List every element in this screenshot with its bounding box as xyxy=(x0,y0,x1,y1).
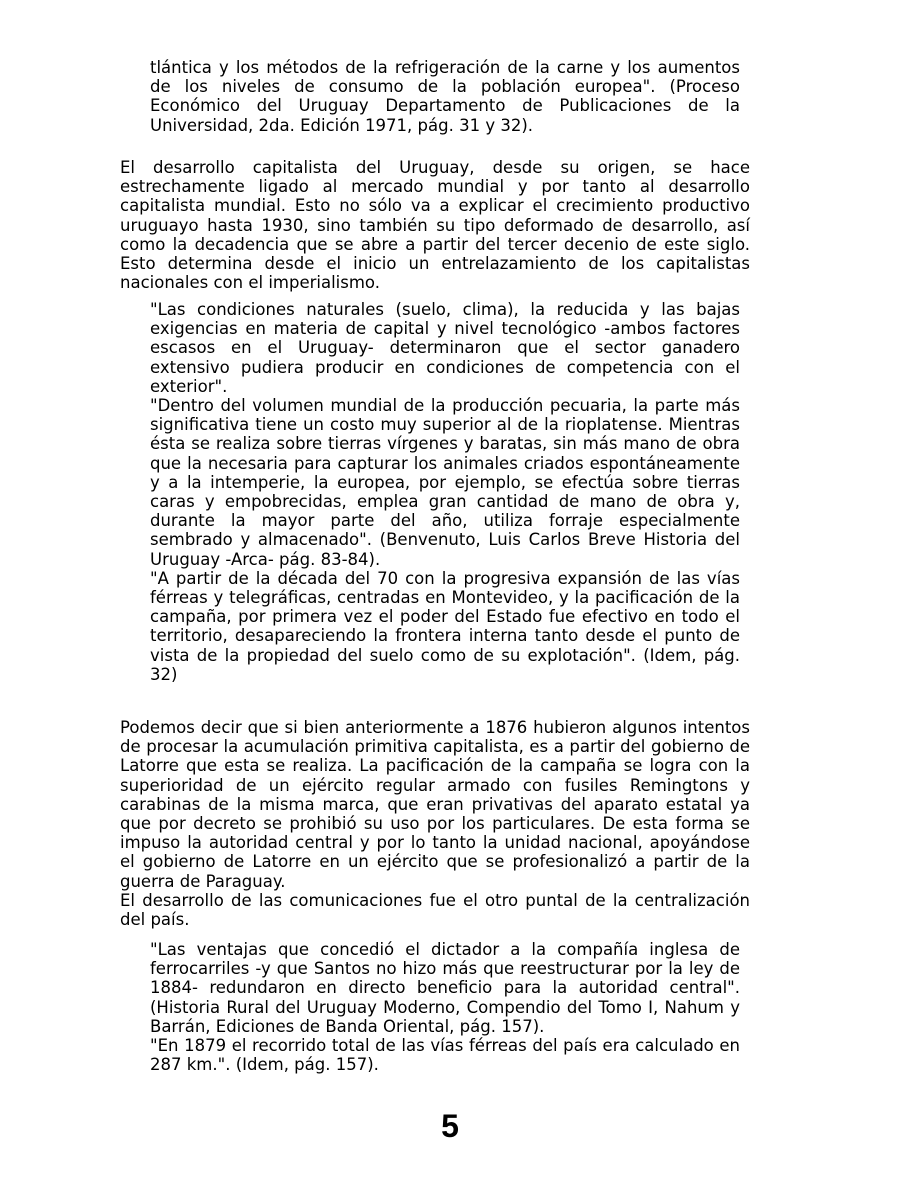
quote-continuation-block xyxy=(150,58,740,135)
quotation-block-2 xyxy=(150,940,740,1074)
body-text-block-2 xyxy=(120,718,750,929)
quotation-block-1 xyxy=(150,300,740,684)
page-number: 5 xyxy=(441,1108,459,1144)
body-text-block-1 xyxy=(120,158,750,292)
quote-natural-conditions: "Las condiciones naturales (suelo, clima), la reducida y las bajas exigencias en materia de capital y nivel tecnológico -ambos factores escasos en el Uruguay- determinaron que el sector ganadero extensivo pudiera producir en condiciones de competencia con el exterior". xyxy=(150,300,740,396)
quote-railway-company: "Las ventajas que concedió el dictador a la compañía inglesa de ferrocarriles -y que Santos no hizo más que reestructurar por la ley de 1884- redundaron en directo beneficio para la autoridad central". (Historia Rural del Uruguay Moderno, Compendio del Tomo I, Nahum y Barrán, Ediciones de Banda Oriental, pág. 157). xyxy=(150,940,740,1036)
body-paragraph-communications: El desarrollo de las comunicaciones fue el otro puntal de la centralización del país. xyxy=(120,890,750,930)
quote-continuation-paragraph: tlántica y los métodos de la refrigeración de la carne y los aumentos de los niveles de consumo de la población europea". (Proceso Económico del Uruguay Departamento de Publicaciones de la Universidad, 2da. Edición 1971, pág. 31 y 32). xyxy=(150,58,740,135)
quote-railway-expansion: "A partir de la década del 70 con la progresiva expansión de las vías férreas y telegráficas, centradas en Montevideo, y la pacificación de la campaña, por primera vez el poder del Estado fue efectivo en todo el territorio, desapareciendo la frontera interna tanto desde el punto de vista de la propiedad del suelo como de su explotación". (Idem, pág. 32) xyxy=(150,568,740,684)
body-paragraph-capitalist-development: El desarrollo capitalista del Uruguay, desde su origen, se hace estrechamente ligado al mercado mundial y por tanto al desarrollo capitalista mundial. Esto no sólo va a explicar el crecimiento productivo uruguayo hasta 1930, sino también su tipo deformado de desarrollo, así como la decadencia que se abre a partir del tercer decenio de este siglo. Esto determina desde el inicio un entrelazamiento de los capitalistas nacionales con el imperialismo. xyxy=(120,158,750,293)
body-paragraph-latorre: Podemos decir que si bien anteriormente a 1876 hubieron algunos intentos de procesar la acumulación primitiva capitalista, es a partir del gobierno de Latorre que esta se realiza. La pacificación de la campaña se logra con la superioridad de un ejército regular armado con fusiles Remingtons y carabinas de la misma marca, que eran privativas del aparato estatal ya que por decreto se prohibió su uso por los particulares. De esta forma se impuso la autoridad central y por lo tanto la unidad nacional, apoyándose el gobierno de Latorre en un ejército que se profesionalizó a partir de la guerra de Paraguay. xyxy=(120,718,750,891)
quote-livestock-production: "Dentro del volumen mundial de la producción pecuaria, la parte más significativa tiene un costo muy superior al de la rioplatense. Mientras ésta se realiza sobre tierras vírgenes y baratas, sin más mano de obra que la necesaria para capturar los animales criados espontáneamente y a la intemperie, la europea, por ejemplo, se efectúa sobre tierras caras y empobrecidas, emplea gran cantidad de mano de obra y, durante la mayor parte del año, utiliza forraje especialmente sembrado y almacenado". (Benvenuto, Luis Carlos Breve Historia del Uruguay -Arca- pág. 83-84). xyxy=(150,396,740,569)
quote-railway-length: "En 1879 el recorrido total de las vías férreas del país era calculado en 287 km.". (Idem, pág. 157). xyxy=(150,1036,740,1075)
